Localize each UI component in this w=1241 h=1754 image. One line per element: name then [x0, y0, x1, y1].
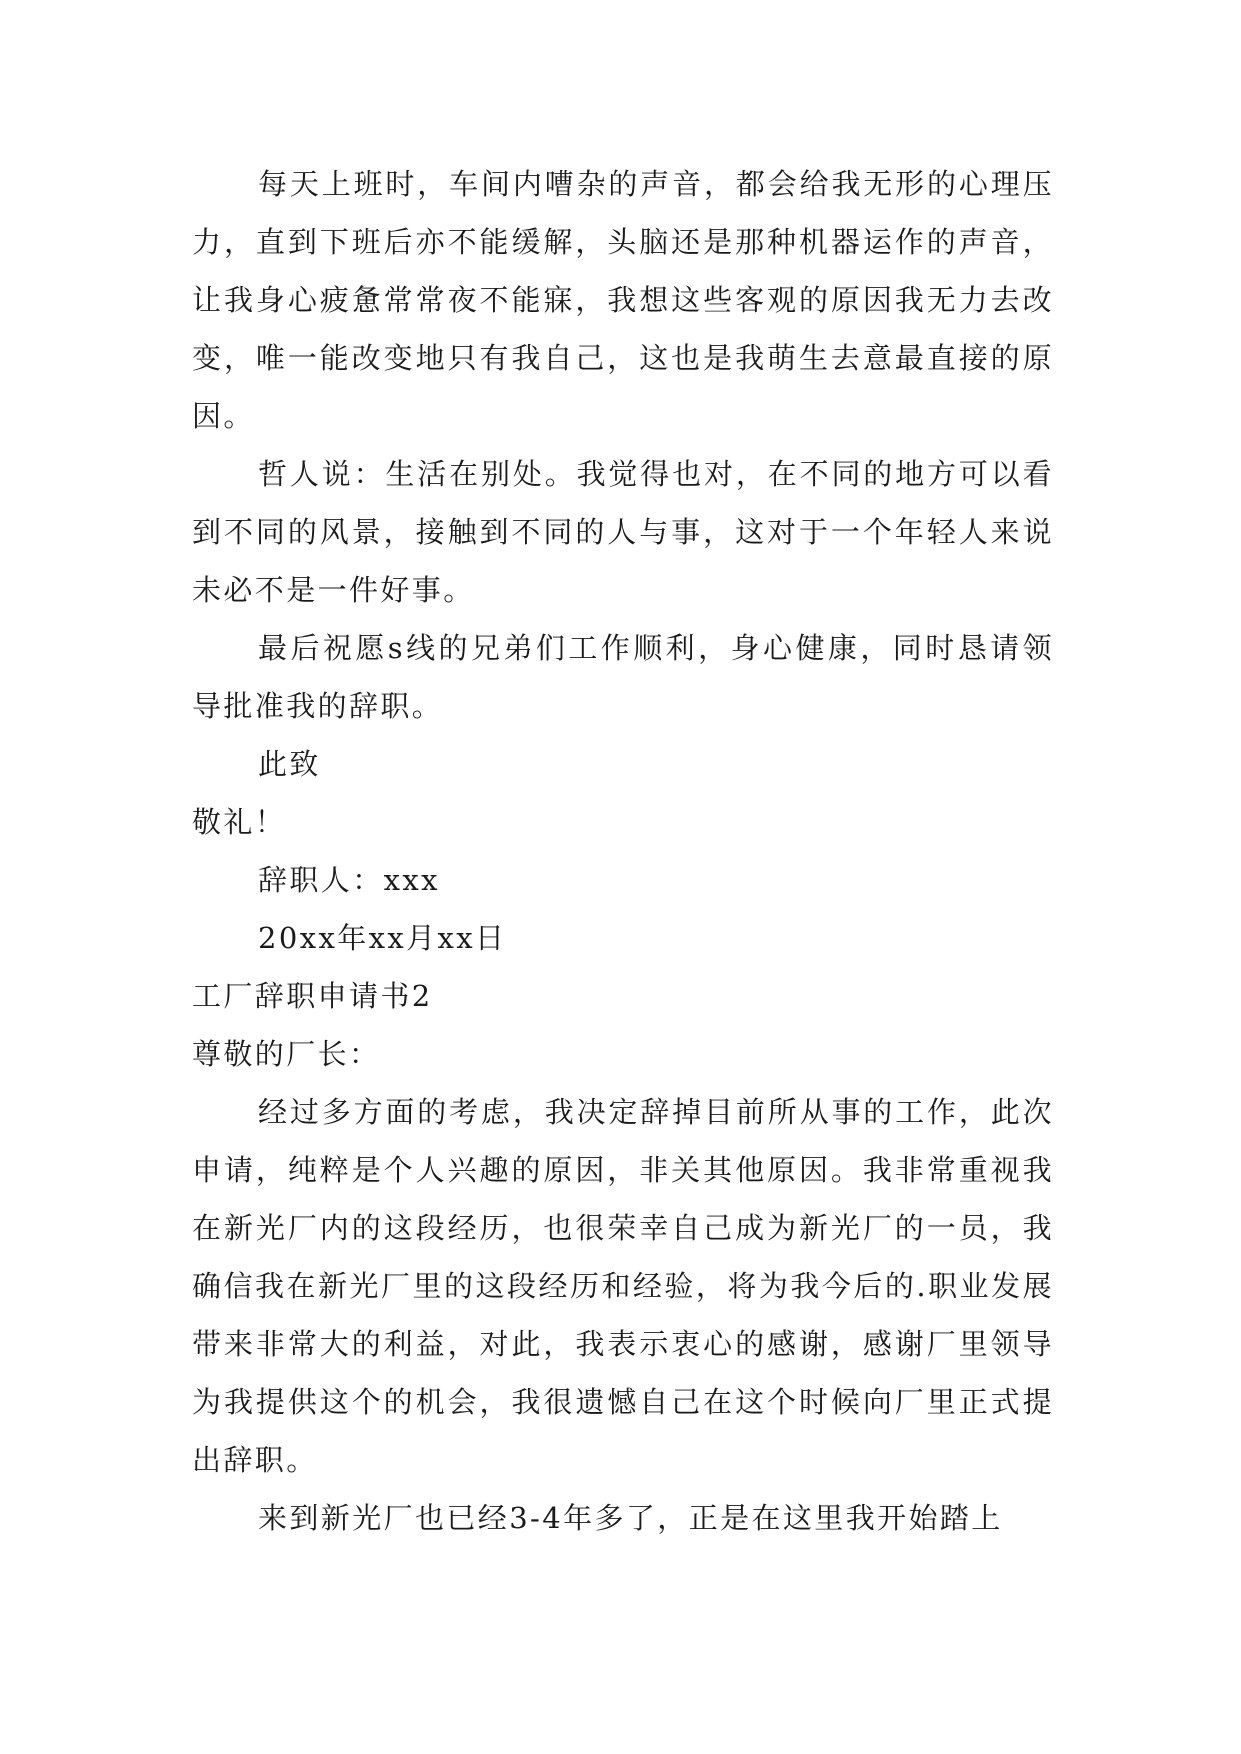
- date-line: 20xx年xx月xx日: [258, 921, 507, 955]
- document-body: [192, 155, 1054, 1547]
- section-heading: 工厂辞职申请书2: [192, 979, 433, 1013]
- signature-line: 辞职人：xxx: [258, 863, 440, 897]
- paragraph-philosopher-quote: 哲人说：生活在别处。我觉得也对，在不同的地方可以看到不同的风景，接触到不同的人与事，这对于一个年轻人来说未必不是一件好事。: [192, 457, 1054, 607]
- closing-salutation: 此致: [258, 747, 321, 781]
- paragraph-resignation-reason: 经过多方面的考虑，我决定辞掉目前所从事的工作，此次申请，纯粹是个人兴趣的原因，非关其他原因。我非常重视我在新光厂内的这段经历，也很荣幸自己成为新光厂的一员，我确信我在新光厂里的这段经历和经验，将为我今后的.职业发展带来非常大的利益，对此，我表示衷心的感谢，感谢厂里领导为我提供这个的机会，我很遗憾自己在这个时候向厂里正式提出辞职。: [192, 1095, 1054, 1477]
- letter-greeting: 尊敬的厂长：: [192, 1037, 381, 1071]
- paragraph-noise-reason: 每天上班时，车间内嘈杂的声音，都会给我无形的心理压力，直到下班后亦不能缓解，头脑还是那种机器运作的声音，让我身心疲惫常常夜不能寐，我想这些客观的原因我无力去改变，唯一能改变地只有我自己，这也是我萌生去意最直接的原因。: [192, 167, 1054, 433]
- paragraph-experience: 来到新光厂也已经3-4年多了，正是在这里我开始踏上: [258, 1501, 1003, 1535]
- closing-regards: 敬礼！: [192, 805, 287, 839]
- paragraph-final-wishes: 最后祝愿s线的兄弟们工作顺利，身心健康，同时恳请领导批准我的辞职。: [192, 631, 1054, 723]
